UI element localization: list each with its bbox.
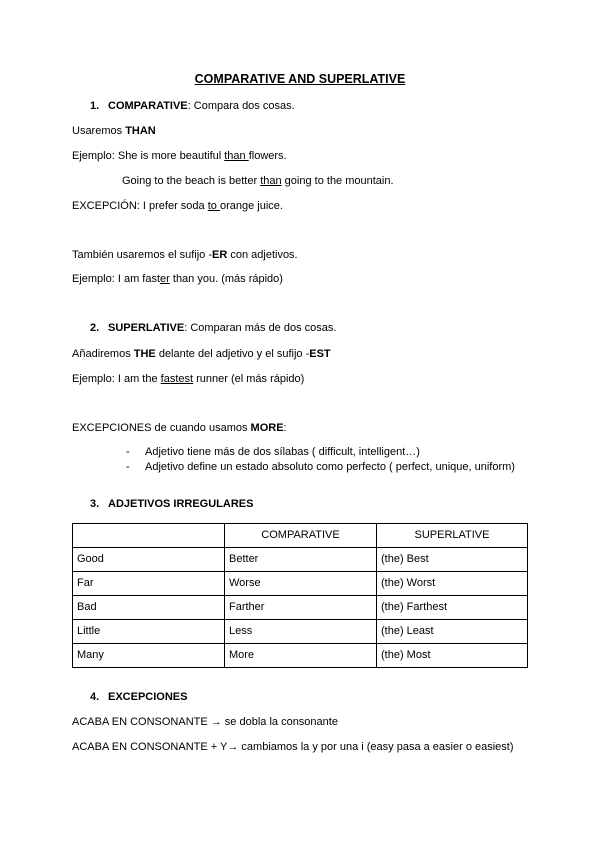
than-rule [72, 125, 156, 138]
text: Ejemplo: She is more beautiful [72, 150, 225, 162]
keyword: ER [212, 249, 228, 261]
example-line [122, 175, 394, 188]
section-number: 3. [90, 498, 100, 510]
text: También usaremos el sufijo - [72, 249, 213, 261]
keyword: THE [133, 348, 156, 360]
text: Usaremos [72, 125, 126, 137]
the-est-rule [72, 348, 331, 361]
table-header-cell: SUPERLATIVE [377, 524, 528, 548]
section-description: : Compara dos cosas. [187, 100, 295, 112]
table-row [73, 572, 528, 596]
text: Ejemplo: I am fast [72, 273, 161, 285]
irregular-adjectives-table [72, 523, 528, 668]
table-cell: (the) Farthest [377, 596, 528, 620]
table-row [73, 644, 528, 668]
text: Ejemplo: I am the [72, 373, 161, 385]
bullet-dash: - [126, 446, 130, 458]
example-line [72, 273, 283, 286]
section-title: COMPARATIVE [108, 100, 188, 112]
table-cell: Farther [225, 596, 377, 620]
table-cell: Far [73, 572, 225, 596]
section-exceptions-heading [90, 691, 187, 704]
text: delante del adjetivo y el sufijo - [155, 348, 310, 360]
table-cell: Worse [225, 572, 377, 596]
bullet-text: Adjetivo tiene más de dos sílabas ( difficult, intelligent…) [145, 446, 420, 458]
keyword: MORE [250, 422, 284, 434]
table-cell: (the) Worst [377, 572, 528, 596]
underlined-word: than [260, 175, 282, 187]
more-exceptions-line [72, 422, 287, 435]
exception-rule: ACABA EN CONSONANTE + Y→ cambiamos la y por una i (easy pasa a easier o easiest) [72, 741, 514, 753]
table-cell: (the) Best [377, 548, 528, 572]
bullet-item [126, 461, 515, 474]
bullet-item [126, 446, 420, 459]
table-row [73, 620, 528, 644]
exception-rule: ACABA EN CONSONANTE → se dobla la consonante [72, 716, 338, 728]
bullet-dash: - [126, 461, 130, 473]
table-row [73, 548, 528, 572]
example-line [72, 150, 287, 163]
text: Añadiremos [72, 348, 134, 360]
table-cell: Good [73, 548, 225, 572]
text: going to the mountain. [281, 175, 394, 187]
underlined-word: er [160, 273, 170, 285]
section-number: 4. [90, 691, 100, 703]
table-cell: More [225, 644, 377, 668]
table-header-row [73, 524, 528, 548]
text: EXCEPCIÓN: I prefer soda [72, 200, 208, 212]
text: flowers. [248, 150, 287, 162]
keyword: THAN [125, 125, 156, 137]
section-number: 1. [90, 100, 100, 112]
section-superlative-heading [90, 322, 336, 335]
underlined-word: to [207, 200, 220, 212]
table-cell: Bad [73, 596, 225, 620]
section-title: EXCEPCIONES [108, 691, 188, 703]
table-cell: (the) Least [377, 620, 528, 644]
section-title: ADJETIVOS IRREGULARES [108, 498, 254, 510]
text: con adjetivos. [227, 249, 298, 261]
section-irregular-heading [90, 498, 253, 511]
section-title: SUPERLATIVE [108, 322, 185, 334]
text: : [283, 422, 287, 434]
exception-line [72, 200, 283, 213]
underlined-word: fastest [160, 373, 194, 385]
keyword: EST [309, 348, 331, 360]
section-comparative-heading [90, 100, 295, 113]
text: than you. (más rápido) [169, 273, 283, 285]
section-number: 2. [90, 322, 100, 334]
table-cell: Little [73, 620, 225, 644]
table-cell: Many [73, 644, 225, 668]
page-title: COMPARATIVE AND SUPERLATIVE [194, 72, 406, 86]
table-header-cell [73, 524, 225, 548]
underlined-word: than [224, 150, 249, 162]
text: runner (el más rápido) [193, 373, 305, 385]
table-cell: Less [225, 620, 377, 644]
text: orange juice. [219, 200, 283, 212]
bullet-text: Adjetivo define un estado absoluto como perfecto ( perfect, unique, uniform) [145, 461, 515, 473]
example-line [72, 373, 304, 386]
table-header-cell: COMPARATIVE [225, 524, 377, 548]
table-cell: Better [225, 548, 377, 572]
suffix-rule [72, 249, 298, 262]
section-description: : Comparan más de dos cosas. [184, 322, 337, 334]
text: Going to the beach is better [122, 175, 261, 187]
table-cell: (the) Most [377, 644, 528, 668]
table-row [73, 596, 528, 620]
text: EXCEPCIONES de cuando usamos [72, 422, 251, 434]
